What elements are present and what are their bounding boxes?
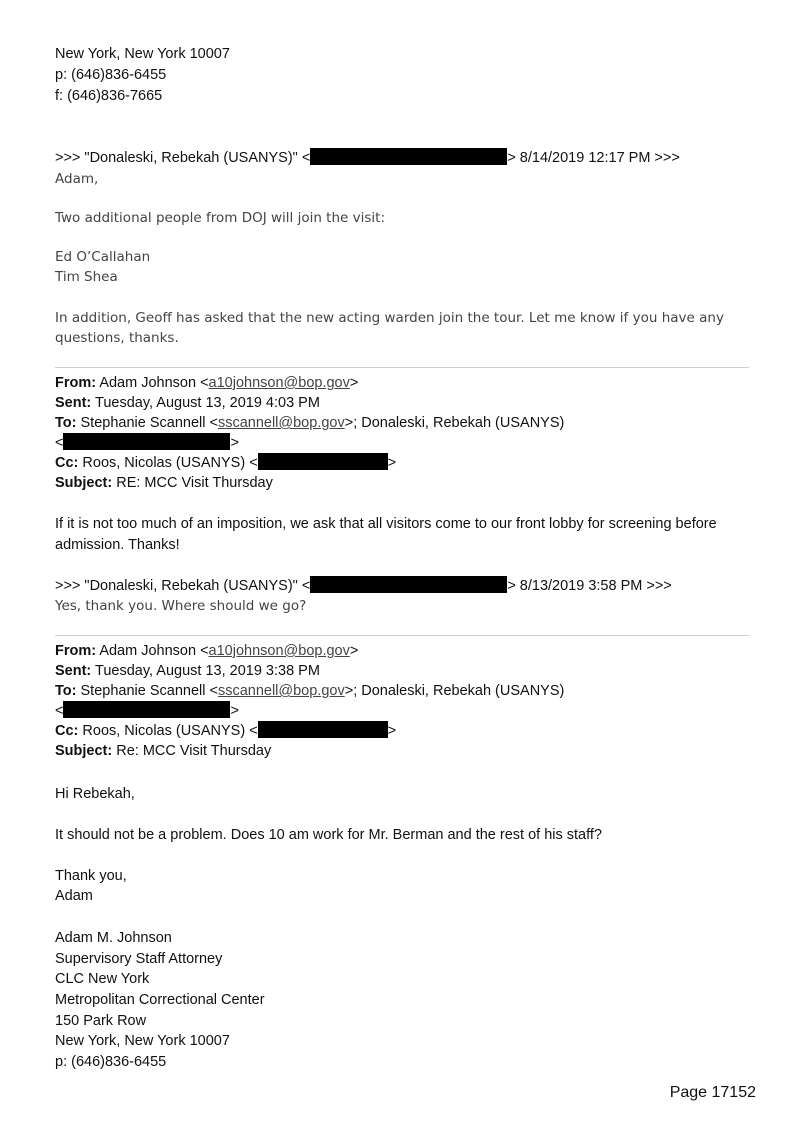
divider bbox=[55, 635, 749, 636]
email-to: To: Stephanie Scannell <sscannell@bop.gov>; Donaleski, Rebekah (USANYS) bbox=[55, 415, 565, 431]
email-cc: Cc: Roos, Nicolas (USANYS) < > bbox=[55, 455, 397, 471]
email-subject: Subject: Re: MCC Visit Thursday bbox=[55, 743, 272, 759]
body-text: In addition, Geoff has asked that the new acting warden join the tour. Let me know if you have any bbox=[55, 310, 724, 326]
signature-title: Supervisory Staff Attorney bbox=[55, 951, 223, 967]
redaction-box bbox=[258, 721, 388, 738]
email-to: To: Stephanie Scannell <sscannell@bop.gov>; Donaleski, Rebekah (USANYS) bbox=[55, 683, 565, 699]
signature-street: 150 Park Row bbox=[55, 1013, 147, 1029]
body-text: admission. Thanks! bbox=[55, 537, 180, 553]
signature-phone: p: (646)836-6455 bbox=[55, 67, 167, 83]
email-link[interactable]: sscannell@bop.gov bbox=[217, 683, 345, 699]
page-number: Page 17152 bbox=[669, 1084, 756, 1101]
signature-name: Adam M. Johnson bbox=[55, 930, 172, 946]
body-text: questions, thanks. bbox=[55, 330, 179, 346]
greeting: Hi Rebekah, bbox=[55, 786, 135, 802]
signature-phone: p: (646)836-6455 bbox=[55, 1054, 167, 1070]
email-sent: Sent: Tuesday, August 13, 2019 3:38 PM bbox=[55, 663, 320, 679]
redaction-box bbox=[63, 433, 230, 450]
email-from: From: Adam Johnson <a10johnson@bop.gov> bbox=[55, 375, 359, 391]
redaction-box bbox=[310, 148, 507, 165]
redaction-box bbox=[258, 453, 388, 470]
signature-facility: Metropolitan Correctional Center bbox=[55, 992, 265, 1008]
greeting: Adam, bbox=[55, 171, 99, 187]
body-text: If it is not too much of an imposition, we ask that all visitors come to our front lobby for screening before bbox=[55, 516, 717, 532]
signature-city: New York, New York 10007 bbox=[55, 1033, 230, 1049]
body-text: Two additional people from DOJ will join the visit: bbox=[55, 210, 385, 226]
quote-header-2: >>> "Donaleski, Rebekah (USANYS)" < > 8/13/2019 3:58 PM >>> bbox=[55, 578, 672, 594]
body-text: Yes, thank you. Where should we go? bbox=[55, 598, 307, 614]
body-text: It should not be a problem. Does 10 am work for Mr. Berman and the rest of his staff? bbox=[55, 827, 602, 843]
closing: Thank you, bbox=[55, 868, 127, 884]
signature-city: New York, New York 10007 bbox=[55, 46, 230, 62]
redaction-box bbox=[63, 701, 230, 718]
email-to-continued: < > bbox=[55, 703, 239, 719]
signature-office: CLC New York bbox=[55, 971, 150, 987]
quote-header-1: >>> "Donaleski, Rebekah (USANYS)" < > 8/14/2019 12:17 PM >>> bbox=[55, 150, 680, 166]
closing-name: Adam bbox=[55, 888, 93, 904]
divider bbox=[55, 367, 749, 368]
redaction-box bbox=[310, 576, 507, 593]
attendee-name: Ed O’Callahan bbox=[55, 249, 151, 265]
email-link[interactable]: a10johnson@bop.gov bbox=[208, 643, 350, 659]
email-link[interactable]: sscannell@bop.gov bbox=[217, 415, 345, 431]
signature-fax: f: (646)836-7665 bbox=[55, 88, 163, 104]
email-subject: Subject: RE: MCC Visit Thursday bbox=[55, 475, 273, 491]
attendee-name: Tim Shea bbox=[55, 269, 118, 285]
email-to-continued: < > bbox=[55, 435, 239, 451]
email-sent: Sent: Tuesday, August 13, 2019 4:03 PM bbox=[55, 395, 320, 411]
email-link[interactable]: a10johnson@bop.gov bbox=[208, 375, 350, 391]
email-cc: Cc: Roos, Nicolas (USANYS) < > bbox=[55, 723, 397, 739]
email-from: From: Adam Johnson <a10johnson@bop.gov> bbox=[55, 643, 359, 659]
